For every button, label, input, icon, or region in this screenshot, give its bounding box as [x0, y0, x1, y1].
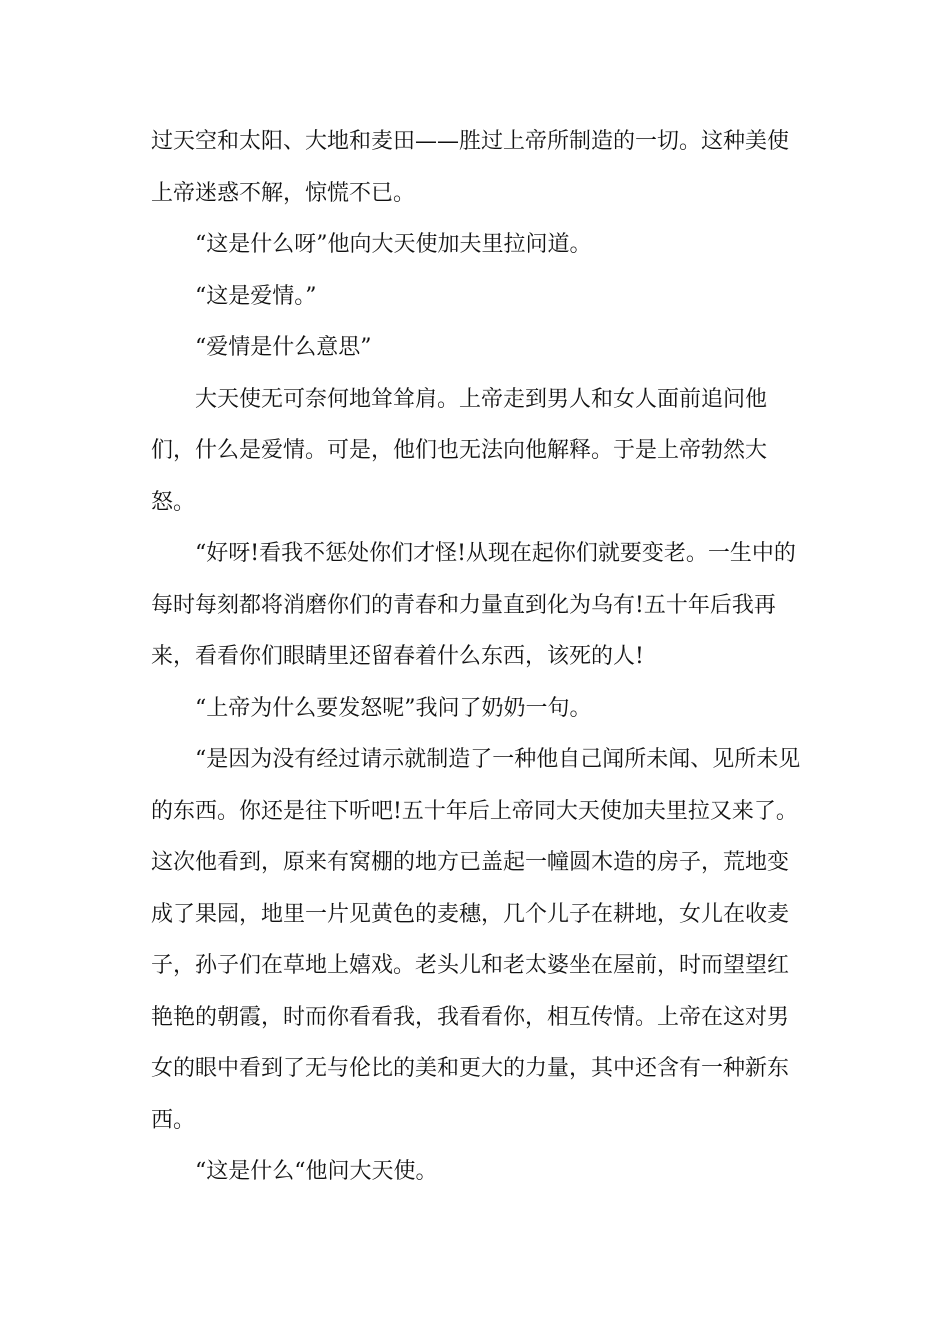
paragraph-shrug: 大天使无可奈何地耸耸肩。上帝走到男人和女人面前追问他们，什么是爱情。可是，他们也无法向他解释。于是上帝勃然大怒。	[151, 386, 768, 515]
paragraph-fifty-years-later: “是因为没有经过请示就制造了一种他自己闻所未闻、见所未见的东西。你还是往下听吧!五十年后上帝同大天使加夫里拉又来了。这次他看到，原来有窝棚的地方已盖起一幢圆木造的房子，荒地变成了果园，地里一片见黄色的麦穗，几个儿子在耕地，女儿在收麦子，孙子们在草地上嬉戏。老头儿和老太婆坐在屋前，时而望望红艳艳的朝霞，时而你看看我，我看看你，相互传情。上帝在这对男女的眼中看到了无与伦比的美和更大的力量，其中还含有一种新东西。	[151, 747, 801, 1133]
paragraph-question: “这是什么呀”他向大天使加夫里拉问道。	[195, 232, 592, 257]
paragraph-what-is-this: “这是什么“他问大天使。	[195, 1159, 438, 1184]
paragraph-why-angry: “上帝为什么要发怒呢”我问了奶奶一句。	[195, 695, 592, 721]
paragraph-continuation: 过天空和太阳、大地和麦田——胜过上帝所制造的一切。这种美使上帝迷惑不解，惊慌不已。	[151, 129, 790, 206]
paragraph-question-meaning: “爱情是什么意思”	[195, 335, 372, 360]
paragraph-curse: “好呀!看我不惩处你们才怪!从现在起你们就要变老。一生中的每时每刻都将消磨你们的青春和力量直到化为乌有!五十年后我再来，看看你们眼睛里还留春着什么东西，该死的人!	[151, 541, 796, 669]
paragraph-answer: “这是爱情。”	[195, 283, 317, 309]
body-text	[151, 116, 801, 1198]
